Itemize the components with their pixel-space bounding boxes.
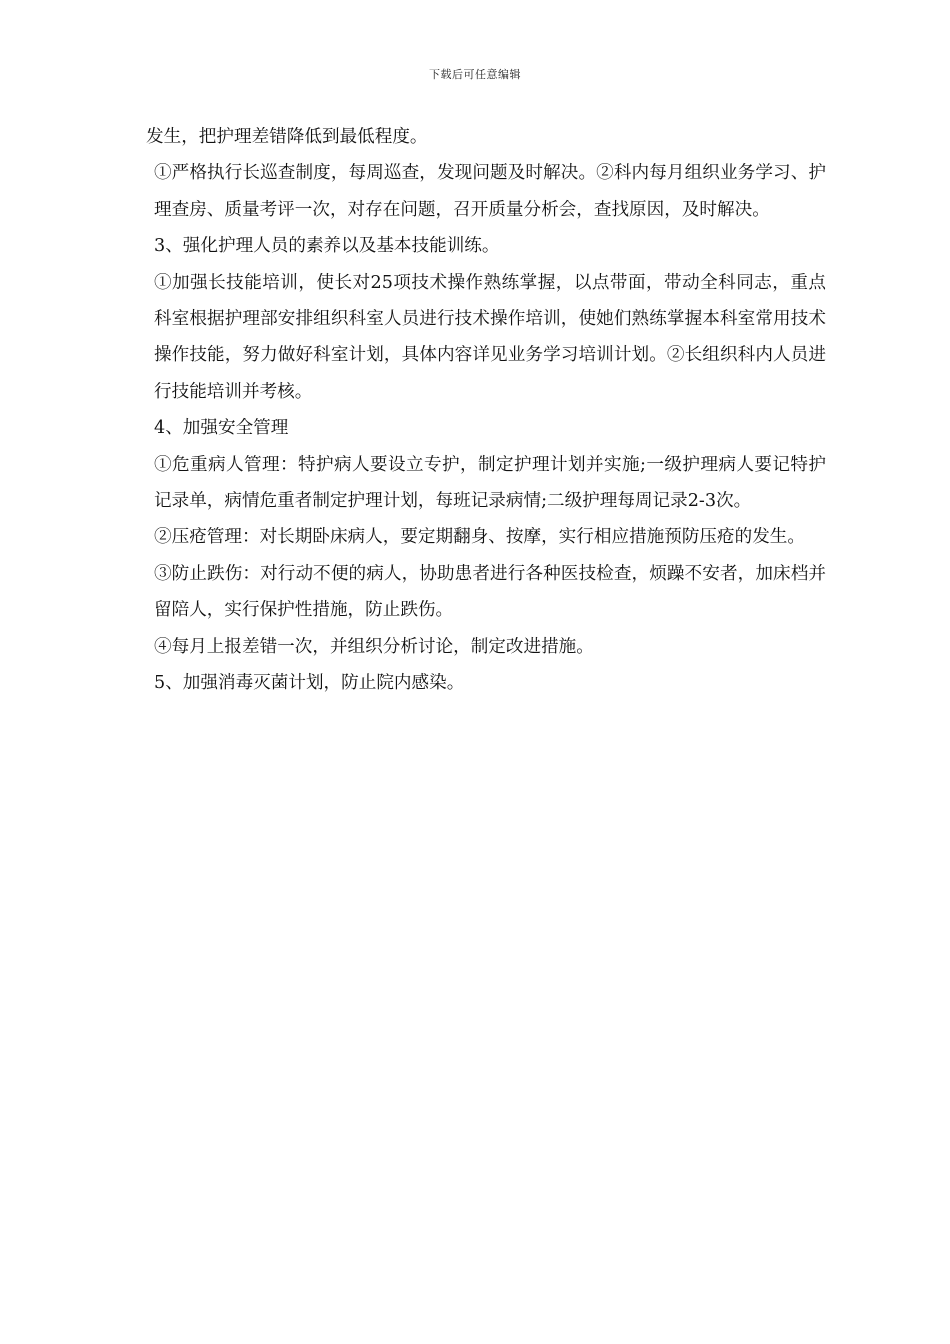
paragraph-pressure-sores: ②压疮管理：对长期卧床病人，要定期翻身、按摩，实行相应措施预防压疮的发生。 bbox=[154, 527, 805, 548]
document-body bbox=[146, 119, 826, 702]
paragraph-critical-patients: ①危重病人管理：特护病人要设立专护，制定护理计划并实施;一级护理病人要记特护记录单，病情危重者制定护理计划，每班记录病情;二级护理每周记录2-3次。 bbox=[154, 454, 826, 512]
paragraph-heading-4: 4、加强安全管理 bbox=[154, 418, 289, 439]
paragraph-inspection: ①严格执行长巡查制度，每周巡查，发现问题及时解决。②科内每月组织业务学习、护理查房、质量考评一次，对存在问题，召开质量分析会，查找原因，及时解决。 bbox=[154, 163, 826, 220]
paragraph-heading-3: 3、强化护理人员的素养以及基本技能训练。 bbox=[154, 236, 500, 257]
paragraph-continuation: 发生，把护理差错降低到最低程度。 bbox=[146, 127, 428, 147]
paragraph-error-reporting: ④每月上报差错一次，并组织分析讨论，制定改进措施。 bbox=[154, 636, 594, 657]
page-header: 下载后可任意编辑 bbox=[429, 68, 521, 81]
paragraph-fall-prevention: ③防止跌伤：对行动不便的病人，协助患者进行各种医技检查，烦躁不安者，加床档并留陪人，实行保护性措施，防止跌伤。 bbox=[154, 563, 826, 621]
paragraph-skills-training: ①加强长技能培训，使长对25项技术操作熟练掌握，以点带面，带动全科同志，重点科室根据护理部安排组织科室人员进行技术操作培训，使她们熟练掌握本科室常用技术操作技能，努力做好科室计划，具体内容详见业务学习培训计划。②长组织科内人员进行技能培训并考核。 bbox=[154, 272, 826, 402]
paragraph-heading-5: 5、加强消毒灭菌计划，防止院内感染。 bbox=[154, 673, 465, 694]
